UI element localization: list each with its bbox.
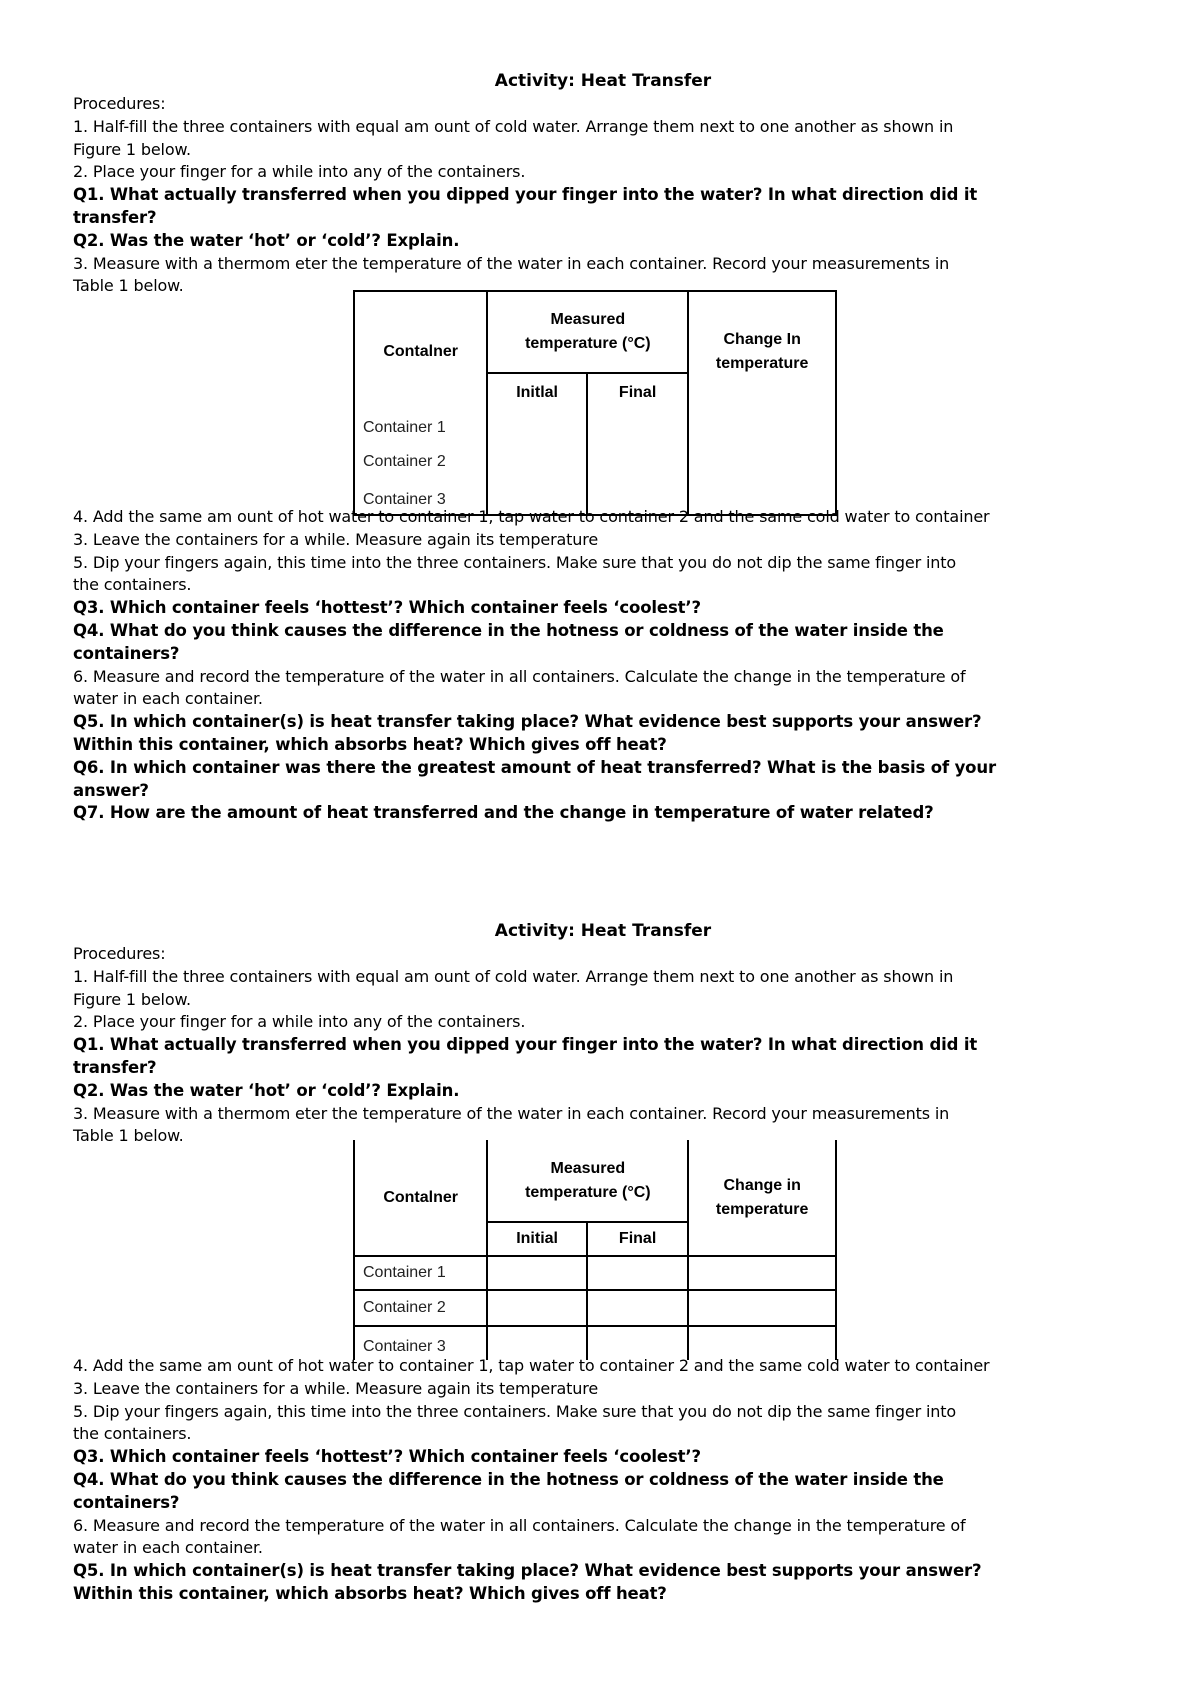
question-3: Q3. Which container feels ‘hottest’? Which container feels ‘coolest’? xyxy=(73,598,701,618)
measurement-table-1 xyxy=(353,290,837,516)
step-4-cont: 3. Leave the containers for a while. Measure again its temperature xyxy=(73,1378,599,1398)
step-1-cont: Figure 1 below. xyxy=(73,989,191,1009)
question-4: Q4. What do you think causes the difference in the hotness or coldness of the water inside the xyxy=(73,1469,944,1489)
question-5: Q5. In which container(s) is heat transfer taking place? What evidence best supports your answer? xyxy=(73,712,982,732)
cell-initial[interactable] xyxy=(487,445,587,479)
procedures-label: Procedures: xyxy=(73,94,166,113)
cell-final[interactable] xyxy=(587,1290,688,1326)
step-3: 3. Measure with a thermom eter the temperature of the water in each container. Record your measurements in xyxy=(73,253,950,273)
question-5-cont: Within this container, which absorbs heat? Which gives off heat? xyxy=(73,734,667,754)
question-1: Q1. What actually transferred when you dipped your finger into the water? In what direction did it xyxy=(73,185,978,205)
cell-final[interactable] xyxy=(587,445,688,479)
question-1: Q1. What actually transferred when you dipped your finger into the water? In what direction did it xyxy=(73,1035,978,1055)
cell-final[interactable] xyxy=(587,1256,688,1290)
table-row xyxy=(354,1256,836,1290)
step-5-cont: the containers. xyxy=(73,1424,192,1444)
step-3: 3. Measure with a thermom eter the temperature of the water in each container. Record your measurements in xyxy=(73,1103,950,1123)
activity-sheet-2-continued xyxy=(73,1355,1133,1606)
header-container: Contalner xyxy=(354,291,487,411)
step-4-cont: 3. Leave the containers for a while. Measure again its temperature xyxy=(73,529,599,549)
question-4: Q4. What do you think causes the difference in the hotness or coldness of the water inside the xyxy=(73,620,944,640)
header-container: Contalner xyxy=(354,1140,487,1256)
header-initial: Initlal xyxy=(487,373,587,411)
step-6-cont: water in each container. xyxy=(73,1538,263,1558)
question-4-cont: containers? xyxy=(73,1492,180,1512)
question-2: Q2. Was the water ‘hot’ or ‘cold’? Explain. xyxy=(73,230,460,250)
step-6: 6. Measure and record the temperature of the water in all containers. Calculate the change in the temperature of xyxy=(73,666,966,686)
question-5-cont: Within this container, which absorbs heat? Which gives off heat? xyxy=(73,1583,667,1603)
table-row xyxy=(354,1290,836,1326)
cell-initial[interactable] xyxy=(487,411,587,445)
step-4: 4. Add the same am ount of hot water to container 1, tap water to container 2 and the same cold water to container xyxy=(73,507,990,526)
page-title: Activity: Heat Transfer xyxy=(494,921,712,941)
row-label: Container 1 xyxy=(354,1256,487,1290)
cell-change[interactable] xyxy=(688,1290,836,1326)
step-5: 5. Dip your fingers again, this time into the three containers. Make sure that you do not dip the same finger into xyxy=(73,1401,957,1421)
question-6-cont: answer? xyxy=(73,780,149,800)
step-3-cont: Table 1 below. xyxy=(73,1126,184,1146)
header-measured-temperature: Measured temperature (°C) xyxy=(487,1140,688,1222)
cell-change[interactable] xyxy=(688,1256,836,1290)
question-1-cont: transfer? xyxy=(73,207,157,227)
cell-change[interactable] xyxy=(688,445,836,479)
question-6: Q6. In which container was there the greatest amount of heat transferred? What is the basis of your xyxy=(73,757,996,777)
step-6-cont: water in each container. xyxy=(73,689,263,709)
step-1: 1. Half-fill the three containers with equal am ount of cold water. Arrange them next to one another as shown in xyxy=(73,966,954,986)
cell-initial[interactable] xyxy=(487,1290,587,1326)
activity-sheet-2 xyxy=(73,920,1133,1148)
page-title: Activity: Heat Transfer xyxy=(494,71,712,91)
step-1-cont: Figure 1 below. xyxy=(73,139,191,159)
step-5-cont: the containers. xyxy=(73,575,192,595)
row-label: Container 2 xyxy=(354,445,487,479)
step-2: 2. Place your finger for a while into any of the containers. xyxy=(73,162,526,182)
cell-change[interactable] xyxy=(688,411,836,445)
question-1-cont: transfer? xyxy=(73,1057,157,1077)
step-2: 2. Place your finger for a while into any of the containers. xyxy=(73,1012,526,1032)
question-4-cont: containers? xyxy=(73,643,180,663)
step-1: 1. Half-fill the three containers with equal am ount of cold water. Arrange them next to one another as shown in xyxy=(73,116,954,136)
activity-sheet-1-continued xyxy=(73,506,1133,825)
question-3: Q3. Which container feels ‘hottest’? Which container feels ‘coolest’? xyxy=(73,1447,701,1467)
header-final: Final xyxy=(587,373,688,411)
header-final: Final xyxy=(587,1222,688,1256)
step-4: 4. Add the same am ount of hot water to container 1, tap water to container 2 and the same cold water to container xyxy=(73,1356,990,1375)
header-change-in-temperature: Change In temperature xyxy=(688,291,836,411)
header-initial: Initial xyxy=(487,1222,587,1256)
row-label: Container 3 xyxy=(354,1326,487,1360)
header-measured-temperature: Measured temperature (°C) xyxy=(487,291,688,373)
row-label: Container 3 xyxy=(354,479,487,515)
step-3-cont: Table 1 below. xyxy=(73,276,184,296)
header-change-in-temperature: Change in temperature xyxy=(688,1140,836,1256)
table-row xyxy=(354,445,836,479)
measurement-table-2 xyxy=(353,1140,837,1360)
table-row xyxy=(354,411,836,445)
step-6: 6. Measure and record the temperature of the water in all containers. Calculate the change in the temperature of xyxy=(73,1515,966,1535)
row-label: Container 2 xyxy=(354,1290,487,1326)
question-7: Q7. How are the amount of heat transferred and the change in temperature of water related? xyxy=(73,803,934,823)
step-5: 5. Dip your fingers again, this time into the three containers. Make sure that you do not dip the same finger into xyxy=(73,552,957,572)
procedures-label: Procedures: xyxy=(73,944,166,963)
question-2: Q2. Was the water ‘hot’ or ‘cold’? Explain. xyxy=(73,1080,460,1100)
question-5: Q5. In which container(s) is heat transfer taking place? What evidence best supports your answer? xyxy=(73,1561,982,1581)
row-label: Container 1 xyxy=(354,411,487,445)
cell-initial[interactable] xyxy=(487,1256,587,1290)
activity-sheet-1 xyxy=(73,70,1133,298)
cell-final[interactable] xyxy=(587,411,688,445)
